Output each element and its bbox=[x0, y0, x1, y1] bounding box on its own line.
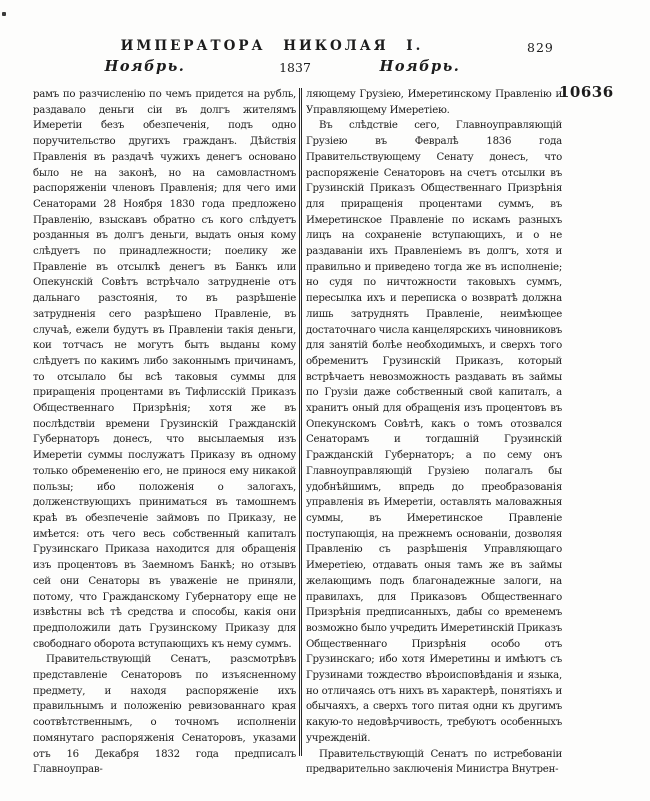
running-head-month-left: Ноябрь. bbox=[104, 58, 186, 75]
running-head-year: 1837 bbox=[279, 60, 311, 75]
paragraph: Въ слѣдствіе сего, Главноуправляющій Грузіею въ Февралѣ 1836 года Правительствующему Сенату донесъ, что распоряженіе Сенаторовъ на счетъ отсылки въ Грузинскій Приказъ Общественнаго Призрѣнія для приращенія процентами суммъ, въ Имеретинское Правленіе по искамъ разныхъ лицъ на сохраненіе вступающихъ, и о не раздаваніи ихъ Правленіемъ въ долгъ, хотя и правильно и приведено тогда же въ исполненіе; но судя по ничтожности таковыхъ суммъ, пересылка ихъ и переписка о возвратѣ должна лишь затруднять Правленіе, неимѣющее достаточнаго числа канцелярскихъ чиновниковъ для занятій болѣе необходимыхъ, и сверхъ того обременитъ Грузинскій Приказъ, который встрѣчаетъ невозможность раздавать въ займы по Грузіи даже собственный свой капиталъ, а хранитъ оный для обращенія изъ процентовъ въ Опекунскомъ Совѣтѣ, какъ о томъ отозвался Сенаторамъ и тогдашній Грузинскій Гражданскій Губернаторъ; а по сему онъ Главноуправляющій Грузіею полагалъ бы удобнѣйшимъ, впредь до преобразованія управленія въ Имеретіи, оставлять маловажныя суммы, въ Имеретинское Правленіе поступающія, на прежнемъ основаніи, дозволяя Правленію съ разрѣшенія Управляющаго Имеретіею, отдавать оныя тамъ же въ займы желающимъ подъ благонадежные залоги, на правилахъ, для Приказовъ Общественнаго Призрѣнія предписанныхъ, дабы со временемъ возможно было учредить Имеретинскій Приказъ Общественнаго Призрѣнія особо отъ Грузинскаго; ибо хотя Имеретины и имѣютъ съ Грузинами тождество вѣроисповѣданія и языка, но отличаясь отъ нихъ въ характерѣ, понятіяхъ и обычаяхъ, а сверхъ того питая одни къ другимъ какую-то недовѣрчивость, требуютъ особенныхъ учрежденій. bbox=[306, 120, 562, 744]
left-text-column bbox=[33, 87, 296, 778]
paragraph: рамъ по разчисленію по чемъ придется на рубль, раздавало деньги сіи въ долгъ жителямъ Имеретіи безъ обезпеченія, подъ одно поручительство другихъ гражданъ. Дѣйствія Правленія въ раздачѣ чужихъ денегъ основано было не на законѣ, но на самовластномъ распоряженіи членовъ Правленія; для чего ими Сенаторами 28 Ноября 1830 года предложено Правленію, взыскавъ обратно съ кого слѣдуетъ розданныя въ долгъ деньги, выдать оныя кому слѣдуетъ по принадлежности; поелику же Правленіе въ отсылкѣ денегъ въ Банкъ или Опекунскій Совѣтъ встрѣчало затрудненіе отъ дальнаго разстоянія, то въ разрѣшеніе затрудненія сего разрѣшено Правленіе, въ случаѣ, ежели будутъ въ Правленіи такія деньги, кои тотчасъ не могутъ быть выданы кому слѣдуетъ по какимъ либо законнымъ причинамъ, то отсылало бы всѣ таковыя суммы для приращенія процентами въ Тифлисскій Приказъ Общественнаго Призрѣнія; хотя же въ послѣдствіи времени Грузинскій Гражданскій Губернаторъ донесъ, что высылаемыя изъ Имеретіи суммы послужатъ Приказу въ одному только обремененію его, не принося ему никакой пользы; ибо положенія о залогахъ, долженствующихъ приниматься въ тамошнемъ краѣ въ обезпеченіе займовъ по Приказу, не имѣется: отъ чего весь собственный капиталъ Грузинскаго Приказа находится для обращенія изъ процентовъ въ Заемномъ Банкѣ; но отзывъ сей они Сенаторы въ уваженіе не приняли, потому, что Гражданскому Губернатору еще не извѣстны всѣ тѣ средства и способы, какія они предположили дать Грузинскому Приказу для свободнаго оборота вступающихъ къ нему суммъ. bbox=[33, 89, 296, 650]
page-number: 829 bbox=[527, 40, 554, 55]
page-title: ИМПЕРАТОРА НИКОЛАЯ I. bbox=[120, 38, 424, 54]
act-number: 10636 bbox=[559, 83, 614, 101]
paragraph: Правительствующій Сенатъ по истребованіи предварительно заключенія Министра Внутрен- bbox=[306, 748, 562, 776]
paragraph: Правительствующій Сенатъ, разсмотрѣвъ представленіе Сенаторовъ по изъясненному предмету, и находя распоряженіе ихъ правильнымъ и положенію ревизованнаго края соотвѣтственнымъ, о точномъ исполненіи помянутаго распоряженія Сенаторовъ, указами отъ 16 Декабря 1832 года предписалъ Главноуправ- bbox=[33, 654, 296, 776]
column-divider-rule bbox=[299, 88, 302, 756]
ink-speck bbox=[2, 12, 6, 16]
paragraph: ляющему Грузіею, Имеретинскому Правленію и Управляющему Имеретіею. bbox=[306, 89, 562, 116]
right-text-column bbox=[306, 87, 562, 778]
running-head-month-right: Ноябрь. bbox=[379, 58, 461, 75]
